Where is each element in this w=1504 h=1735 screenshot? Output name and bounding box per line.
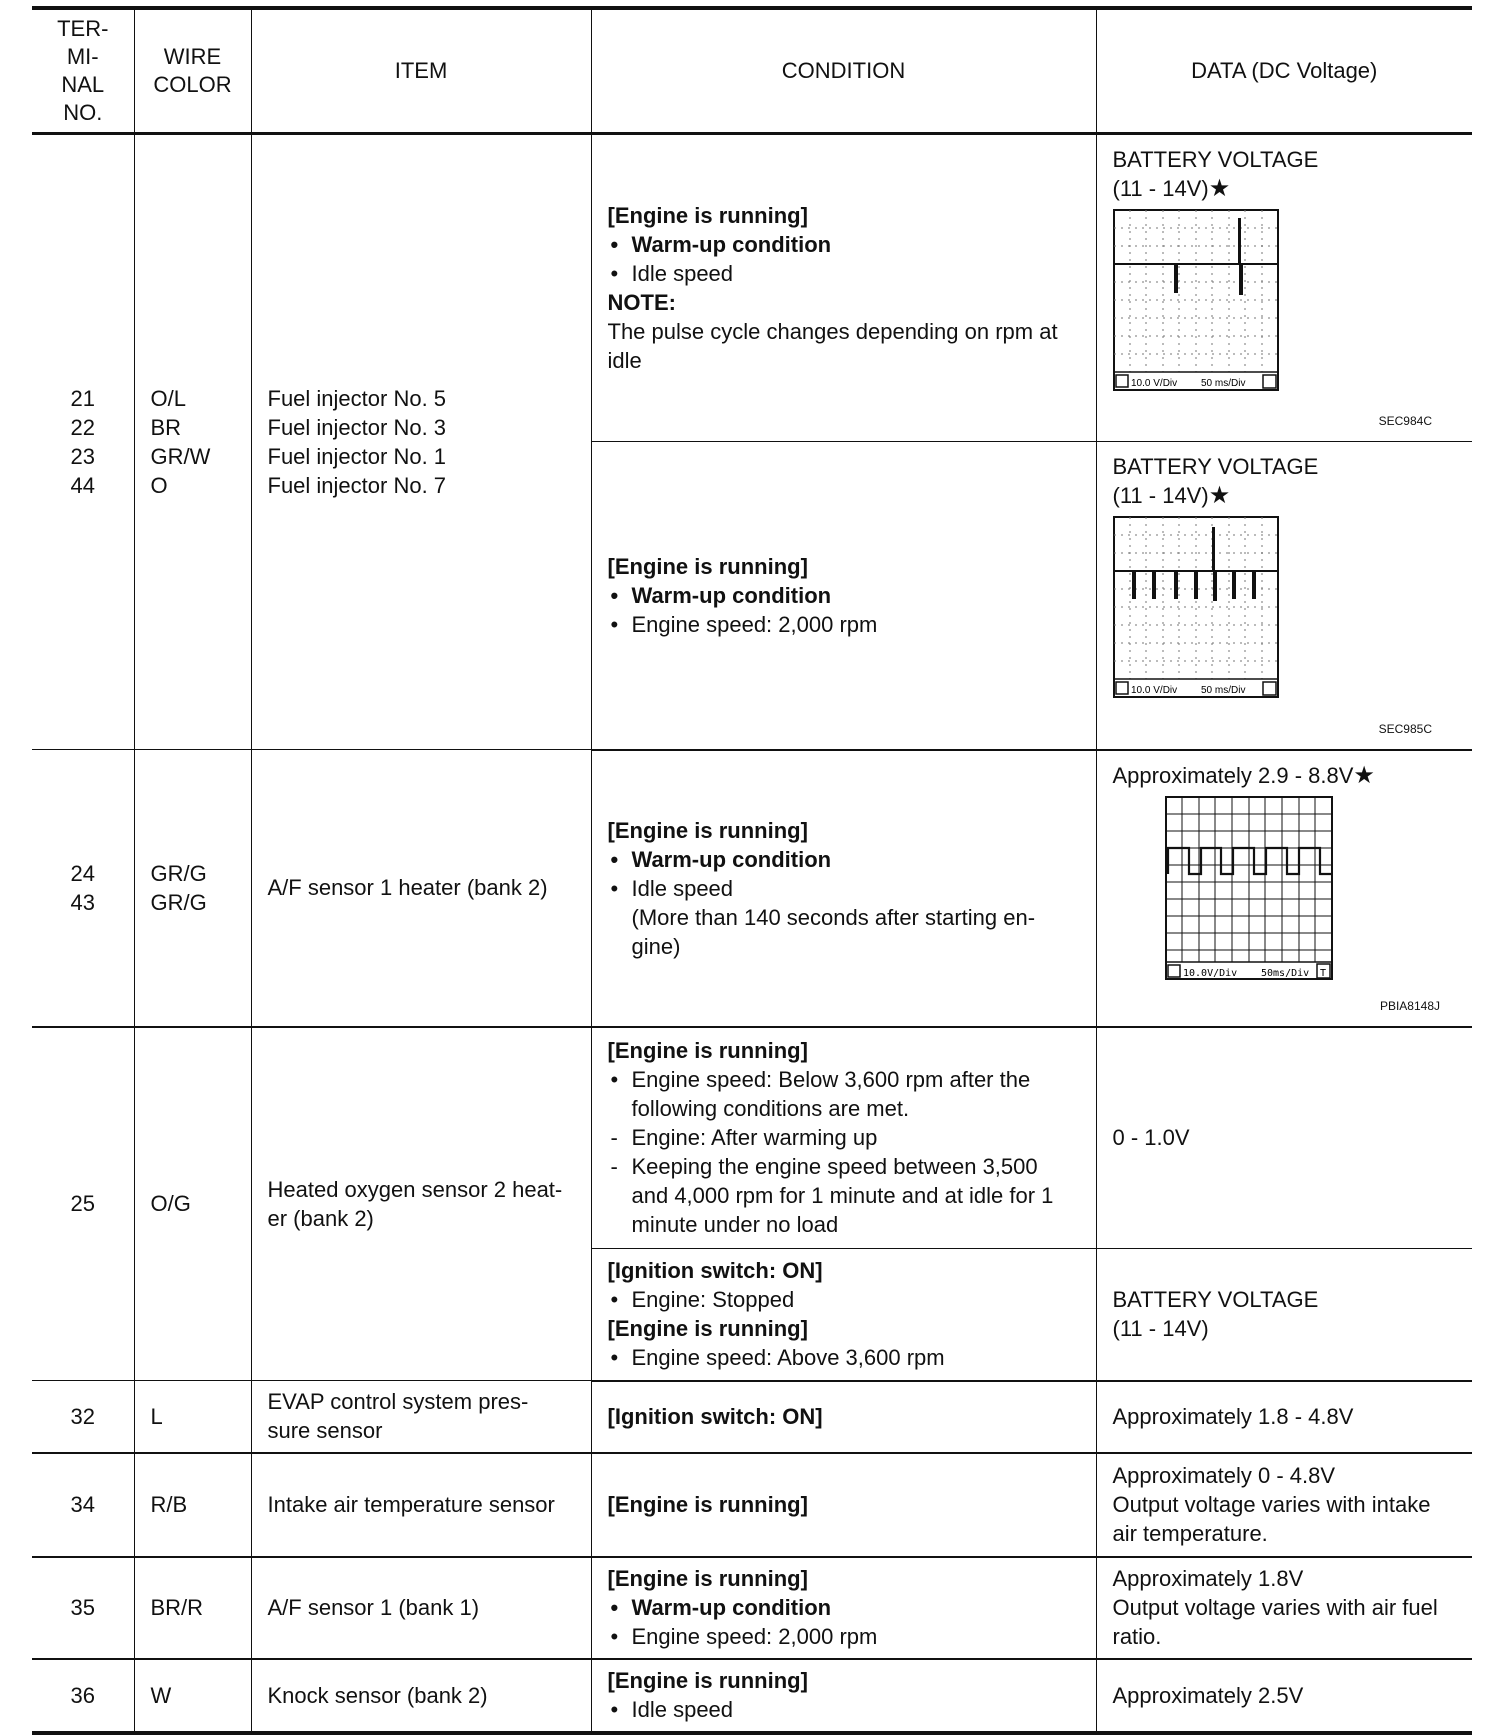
wire-color: L (134, 1381, 251, 1453)
item-name: Heated oxygen sensor 2 heat- er (bank 2) (251, 1027, 591, 1381)
terminal-numbers: 24 43 (32, 750, 134, 1027)
data-knock: Approximately 2.5V (1096, 1659, 1472, 1733)
table-row-knock (32, 1659, 1472, 1733)
list-item: • Idle speed (More than 140 seconds after starting en- gine) (608, 874, 1080, 961)
item-name: Knock sensor (bank 2) (251, 1659, 591, 1733)
scope-time-label: 50 ms/Div (1200, 378, 1245, 389)
wire-colors: O/L BR GR/W O (134, 134, 251, 750)
wire-colors: GR/G GR/G (134, 750, 251, 1027)
list-item: • Engine: Stopped (608, 1285, 1080, 1314)
table-row-ho2s-heater-below (32, 1027, 1472, 1249)
list-item: • Idle speed (608, 1695, 1080, 1724)
list-item: • Warm-up condition (608, 845, 1080, 874)
header-data: DATA (DC Voltage) (1096, 8, 1472, 134)
terminal-number: 25 (32, 1027, 134, 1381)
oscilloscope-waveform-injector-idle (1113, 209, 1283, 395)
wire-color: BR/R (134, 1557, 251, 1659)
table-row-evap (32, 1381, 1472, 1453)
condition-ho2s-above: [Ignition switch: ON] • Engine: Stopped [Engine is running] • Engine speed: Above 3,600 rpm (591, 1249, 1096, 1381)
data-evap: Approximately 1.8 - 4.8V (1096, 1381, 1472, 1453)
header-row (32, 8, 1472, 134)
data-ho2s-above: BATTERY VOLTAGE (11 - 14V) (1096, 1249, 1472, 1381)
list-item: • Warm-up condition (608, 581, 1080, 610)
scope-volt-label: 10.0 V/Div (1130, 378, 1177, 389)
list-item: • Warm-up condition (608, 1593, 1080, 1622)
condition-evap: [Ignition switch: ON] (591, 1381, 1096, 1453)
scope-volt-label: 10.0V/Div (1182, 967, 1237, 979)
terminal-numbers: 21 22 23 44 (32, 134, 134, 750)
header-item: ITEM (251, 8, 591, 134)
data-iat: Approximately 0 - 4.8V Output voltage varies with intake air temperature. (1096, 1453, 1472, 1557)
figure-code: PBIA8148J (1379, 998, 1440, 1013)
condition-af-sensor: [Engine is running] • Warm-up condition • Engine speed: 2,000 rpm (591, 1557, 1096, 1659)
oscilloscope-waveform-injector-2000rpm (1113, 516, 1283, 702)
list-item: • Idle speed (608, 259, 1080, 288)
star-icon: ★ (1208, 482, 1231, 509)
list-item: • Warm-up condition (608, 230, 1080, 259)
list-item: - Keeping the engine speed between 3,500 and 4,000 rpm for 1 minute and at idle for 1 minute under no load (608, 1152, 1080, 1239)
item-names: Fuel injector No. 5 Fuel injector No. 3 Fuel injector No. 1 Fuel injector No. 7 (251, 134, 591, 750)
table-row-iat (32, 1453, 1472, 1557)
wire-color: W (134, 1659, 251, 1733)
list-item: • Engine speed: Above 3,600 rpm (608, 1343, 1080, 1372)
list-item: • Engine speed: Below 3,600 rpm after the following conditions are met. (608, 1065, 1080, 1123)
oscilloscope-waveform-af-heater (1165, 796, 1337, 984)
scope-volt-label: 10.0 V/Div (1130, 685, 1177, 696)
terminal-number: 34 (32, 1453, 134, 1557)
data-injector-idle: BATTERY VOLTAGE (11 - 14V)★ 10.0 V/Div 50 ms/Div SEC984C (1096, 134, 1472, 442)
condition-knock: [Engine is running] • Idle speed (591, 1659, 1096, 1733)
ecm-terminal-table-page (32, 6, 1472, 1735)
item-name: A/F sensor 1 (bank 1) (251, 1557, 591, 1659)
item-name: EVAP control system pres- sure sensor (251, 1381, 591, 1453)
list-item: • Engine speed: 2,000 rpm (608, 1622, 1080, 1651)
terminal-number: 35 (32, 1557, 134, 1659)
wire-color: O/G (134, 1027, 251, 1381)
header-condition: CONDITION (591, 8, 1096, 134)
condition-iat: [Engine is running] (591, 1453, 1096, 1557)
item-name: Intake air temperature sensor (251, 1453, 591, 1557)
table-row-injectors-idle (32, 134, 1472, 442)
star-icon: ★ (1208, 175, 1231, 202)
data-ho2s-below: 0 - 1.0V (1096, 1027, 1472, 1249)
item-name: A/F sensor 1 heater (bank 2) (251, 750, 591, 1027)
condition-injector-idle: [Engine is running] • Warm-up condition • Idle speed NOTE: The pulse cycle changes depending on rpm at idle (591, 134, 1096, 442)
condition-injector-2000rpm: [Engine is running] • Warm-up condition • Engine speed: 2,000 rpm (591, 442, 1096, 750)
scope-time-label: 50ms/Div (1260, 967, 1309, 979)
terminal-number: 32 (32, 1381, 134, 1453)
data-af-sensor: Approximately 1.8V Output voltage varies with air fuel ratio. (1096, 1557, 1472, 1659)
table-row-af-sensor (32, 1557, 1472, 1659)
header-terminal-no: TER- MI- NAL NO. (32, 8, 134, 134)
scope-time-label: 50 ms/Div (1200, 685, 1245, 696)
scope-trigger-label: T (1319, 967, 1326, 979)
data-injector-2000rpm: BATTERY VOLTAGE (11 - 14V)★ 10.0 V/Div 50 ms/Div SEC985C (1096, 442, 1472, 750)
star-icon: ★ (1353, 761, 1375, 789)
header-wire-color: WIRE COLOR (134, 8, 251, 134)
condition-ho2s-below: [Engine is running] • Engine speed: Below 3,600 rpm after the following conditions are met. - Engine: After warming up - Keeping the engine speed between 3,500 and 4,000 rpm for 1 minute and at idle for 1 minute under no load (591, 1027, 1096, 1249)
condition-af-heater: [Engine is running] • Warm-up condition • Idle speed (More than 140 seconds after starting en- gine) (591, 750, 1096, 1027)
figure-code: SEC984C (1378, 414, 1432, 428)
wire-color: R/B (134, 1453, 251, 1557)
terminal-number: 36 (32, 1659, 134, 1733)
ecm-terminal-table (32, 6, 1472, 1735)
table-row-af-heater (32, 750, 1472, 1027)
data-af-heater: Approximately 2.9 - 8.8V★ 10.0V/Div 50ms/Div T PBIA8148J (1096, 750, 1472, 1027)
figure-code: SEC985C (1378, 721, 1432, 736)
list-item: - Engine: After warming up (608, 1123, 1080, 1152)
list-item: • Engine speed: 2,000 rpm (608, 610, 1080, 639)
